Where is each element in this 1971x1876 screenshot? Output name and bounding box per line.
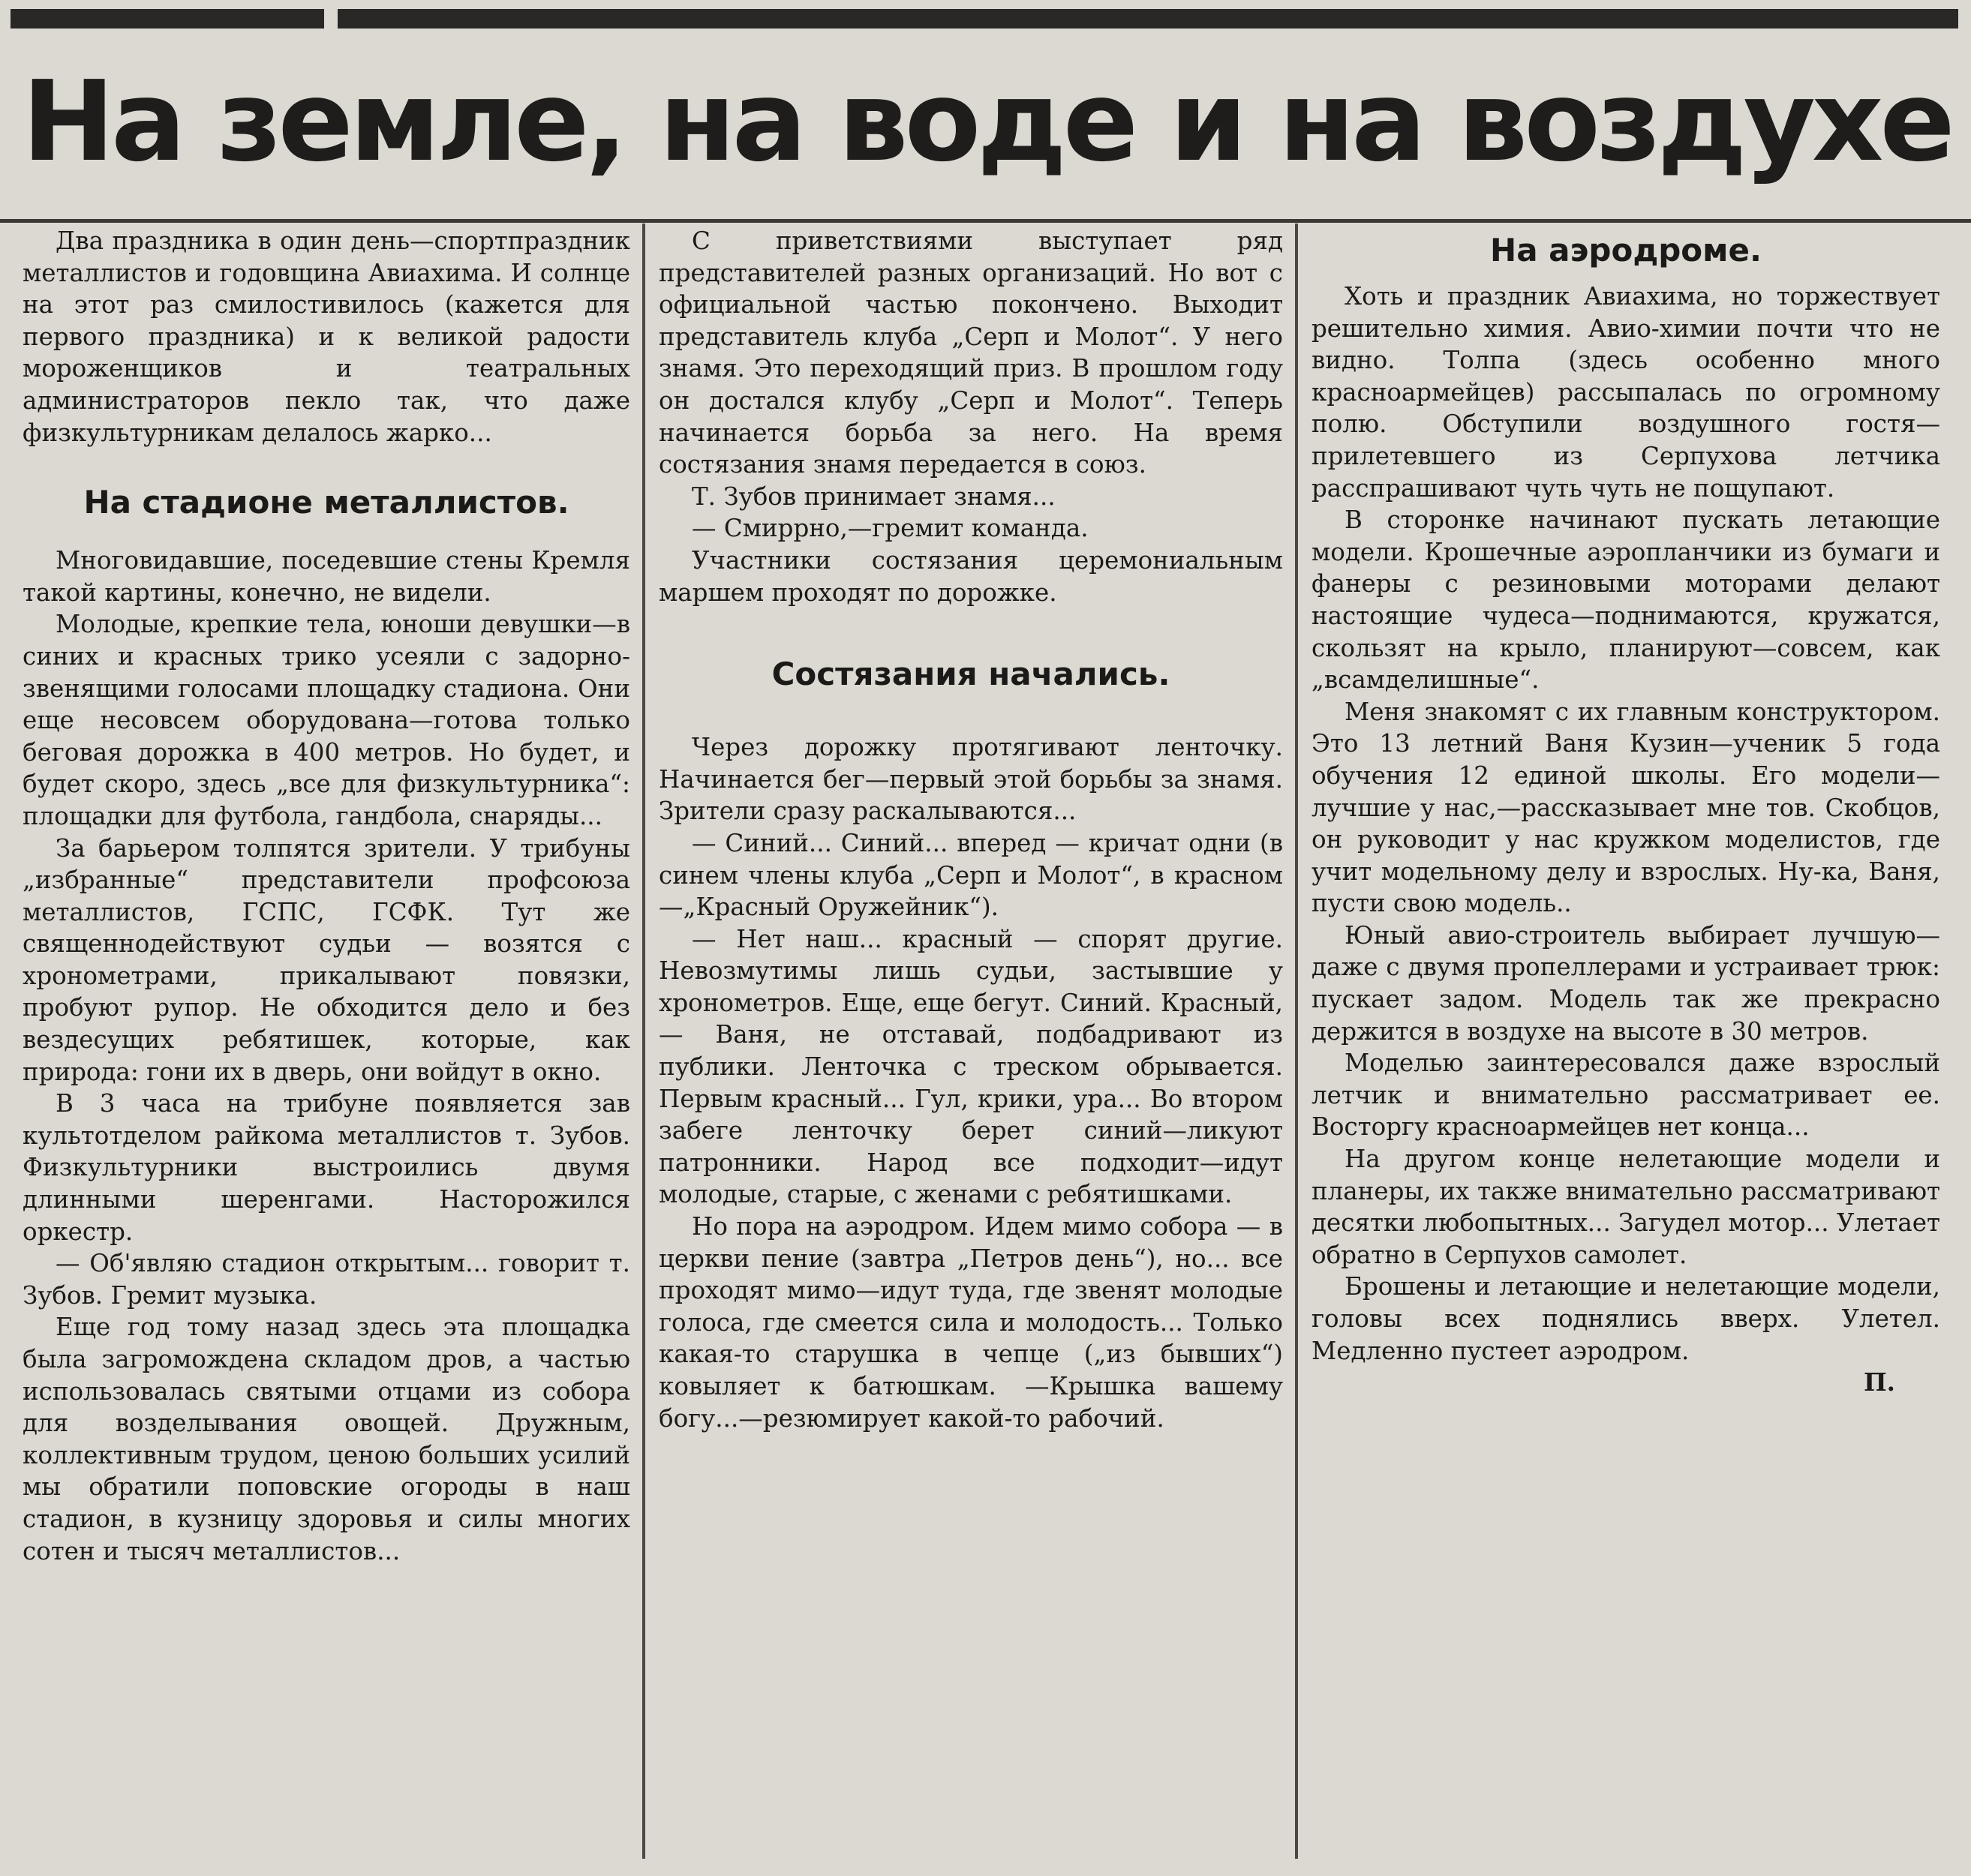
paragraph: Через дорожку протягивают ленточку. Начинается бег—первый этой борьбы за знамя. Зрители сразу раскалываются... <box>659 733 1283 826</box>
paragraph: За барьером толпятся зрители. У трибуны „избранные“ представители профсоюза металлистов, ГСПС, ГСФК. Тут же священнодействуют судьи — возятся с хронометрами, прикалывают повязки, пробуют рупор. Не обходится дело и без вездесущих ребятишек, которые, как природа: гони их в дверь, они войдут в окно. <box>23 833 630 1086</box>
paragraph: Еще год тому назад здесь эта площадка была загромождена складом дров, а частью использовалась святыми отцами из собора для возделывания овощей. Дружным, коллективным трудом, ценою больших усилий мы обратили поповские огороды в наш стадион, в кузницу здоровья и силы многих сотен и тысяч металлистов... <box>23 1313 630 1565</box>
paragraph: С приветствиями выступает ряд представителей разных организаций. Но вот с официальной частью покончено. Выходит представитель клуба „Серп и Молот“. У него знамя. Это переходящий приз. В прошлом году он достался клубу „Серп и Молот“. Теперь начинается борьба за него. На время состязания знамя передается в союз. <box>659 227 1283 479</box>
paragraph: Т. Зубов принимает знамя... <box>692 482 1056 511</box>
section-heading-stadium: На стадионе металлистов. <box>83 484 569 521</box>
paragraph: Участники состязания церемониальным маршем проходят по дорожке. <box>659 545 1283 607</box>
paragraph: На другом конце нелетающие модели и планеры, их также внимательно рассматривают десятки любопытных... Загудел мотор... Улетает обратно в Серпухов самолет. <box>1311 1145 1940 1269</box>
headline: На земле, на воде и на воздухе <box>22 57 1951 186</box>
paragraph: Моделью заинтересовался даже взрослый летчик и внимательно рассматривает ее. Восторгу красноармейцев нет конца... <box>1311 1049 1940 1142</box>
paragraph: Брошены и летающие и нелетающие модели, головы всех поднялись вверх. Улетел. Медленно пустеет аэродром. <box>1311 1272 1940 1365</box>
paragraph: В сторонке начинают пускать летающие модели. Крошечные аэропланчики из бумаги и фанеры с резиновыми моторами делают настоящие чудеса—поднимаются, кружатся, скользят на крыло, планируют—совсем, как „всамделишные“. <box>1311 506 1940 695</box>
author-signature: П. <box>1863 1367 1895 1397</box>
paragraph: Хоть и праздник Авиахима, но торжествует решительно химия. Авио-химии почти что не видно. Толпа (здесь особенно много красноармейцев) рассыпалась по огромному полю. Обступили воздушного гостя—прилетевшего из Серпухова летчика расспрашивают чуть чуть не пощупают. <box>1311 282 1940 503</box>
paragraph: — Смиррно,—гремит команда. <box>692 514 1089 543</box>
top-border-right <box>338 9 1958 29</box>
article-column-2 <box>659 225 1283 1856</box>
section-heading-competitions: Состязания начались. <box>771 656 1170 693</box>
article-column-1 <box>23 225 630 1856</box>
intro-paragraph: Два праздника в один день—спортпраздник металлистов и годовщина Авиахима. И солнце на этот раз смилостивилось (кажется для первого праздника) и к великой радости мороженщиков и театральных администраторов пекло так, что даже физкультурникам делалось жарко... <box>23 227 630 447</box>
column-divider-2 <box>1295 224 1298 1859</box>
paragraph: — Синий... Синий... вперед — кричат одни (в синем члены клуба „Серп и Молот“, в красном—„Красный Оружейник“). <box>659 828 1283 922</box>
section-heading-aerodrome: На аэродроме. <box>1490 232 1762 269</box>
paragraph: — Об'являю стадион открытым... говорит т. Зубов. Гремит музыка. <box>23 1249 630 1310</box>
article-column-3 <box>1311 225 1940 1856</box>
paragraph: Многовидавшие, поседевшие стены Кремля такой картины, конечно, не видели. <box>23 546 630 607</box>
paragraph: Молодые, крепкие тела, юноши девушки—в синих и красных трико усеяли с задорно-звенящими голосами площадку стадиона. Они еще несовсем оборудована—готова только беговая дорожка в 400 метров. Но будет, и будет скоро, здесь „все для физкультурника“: площадки для футбола, гандбола, снаряды... <box>23 610 630 830</box>
paragraph: Но пора на аэродром. Идем мимо собора — в церкви пение (завтра „Петров день“), но... все проходят мимо—идут туда, где звенят молодые голоса, где смеется сила и молодость... Только какая-то старушка в чепце („из бывших“) ковыляет к батюшкам. —Крышка вашему богу...—резюмирует какой-то рабочий. <box>659 1212 1283 1433</box>
top-border-left <box>11 9 324 29</box>
paragraph: — Нет наш... красный — спорят другие. Невозмутимы лишь судьи, застывшие у хронометров. Еще, еще бегут. Синий. Красный, — Ваня, не отставай, подбадривают из публики. Ленточка с треском обрывается. Первым красный... Гул, крики, ура... Во втором забеге ленточку берет синий—ликуют патронники. Народ все подходит—идут молодые, старые, с женами с ребятишками. <box>659 924 1283 1209</box>
paragraph: В 3 часа на трибуне появляется зав культотделом райкома металлистов т. Зубов. Физкультурники выстроились двумя длинными шеренгами. Насторожился оркестр. <box>23 1089 630 1246</box>
paragraph: Юный авио-строитель выбирает лучшую—даже с двумя пропеллерами и устраивает трюк: пускает задом. Модель так же прекрасно держится в воздухе на высоте в 30 метров. <box>1311 920 1940 1046</box>
headline-rule <box>0 219 1971 223</box>
column-divider-1 <box>642 224 645 1859</box>
paragraph: Меня знакомят с их главным конструктором. Это 13 летний Ваня Кузин—ученик 5 года обучения 12 единой школы. Его модели—лучшие у нас,—рассказывает мне тов. Скобцов, он руководит у нас кружком моделистов, где учит модельному делу и взрослых. Ну-ка, Ваня, пусти свою модель.. <box>1311 697 1940 918</box>
